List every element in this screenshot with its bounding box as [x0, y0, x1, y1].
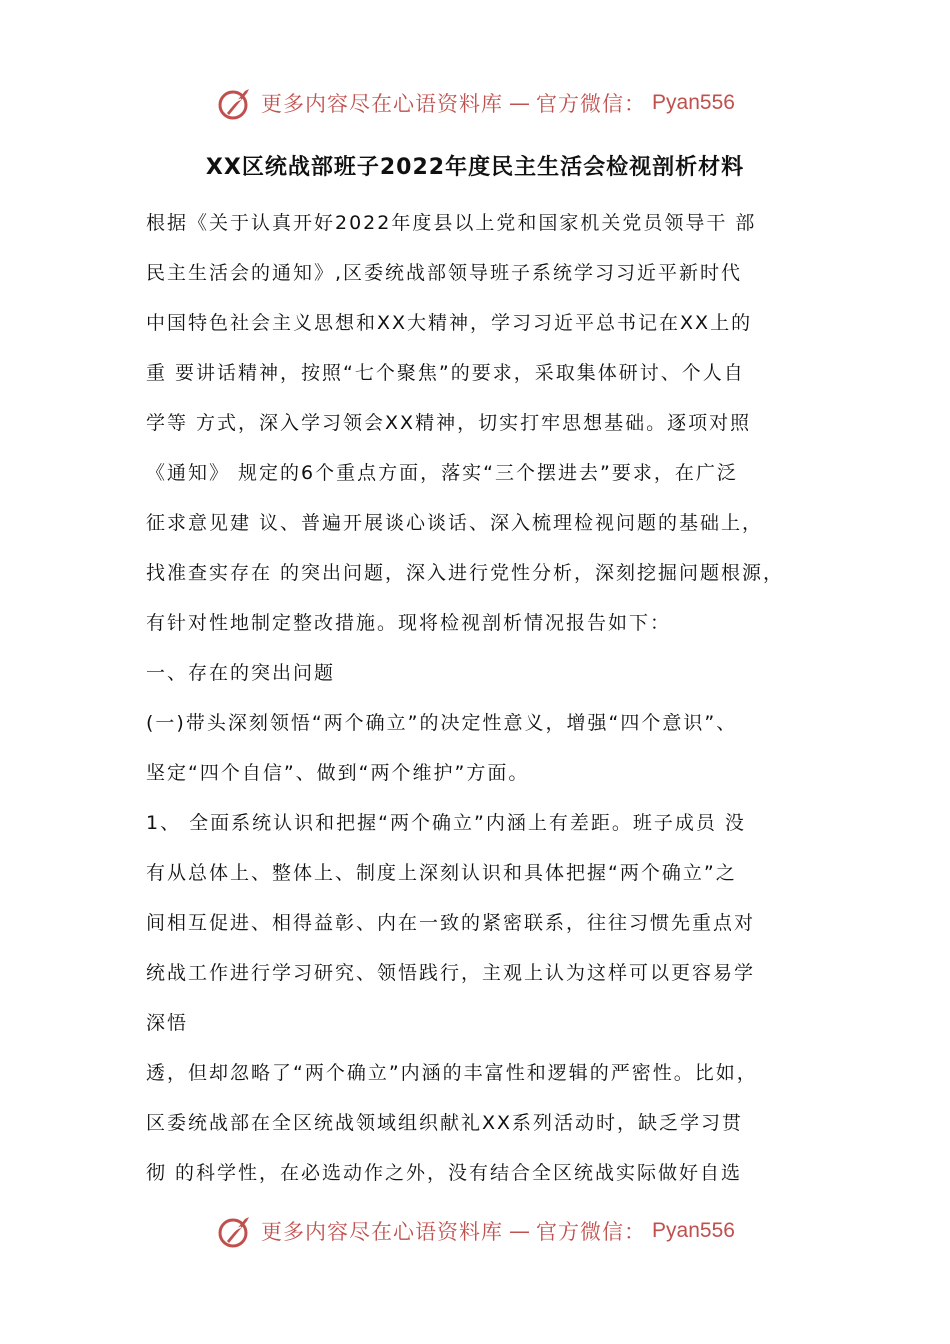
body-line: 间相互促进、相得益彰、内在一致的紧密联系，往往习惯先重点对 [146, 912, 756, 934]
watermark-footer [0, 1206, 950, 1256]
body-line: 中国特色社会主义思想和XX大精神，学习习近平总书记在XX上的 [146, 312, 753, 334]
quill-logo-icon [215, 83, 255, 123]
watermark-contact-id: Pyan556 [652, 1219, 735, 1242]
body-line: 根据《关于认真开好2022年度县以上党和国家机关党员领导干 部 [146, 212, 757, 234]
watermark-text: 更多内容尽在心语资料库 [261, 92, 504, 116]
body-line: 1、 全面系统认识和把握“两个确立”内涵上有差距。班子成员 没 [146, 812, 746, 834]
body-line: 有针对性地制定整改措施。现将检视剖析情况报告如下： [146, 612, 672, 634]
body-line: 学等 方式，深入学习领会XX精神，切实打牢思想基础。逐项对照 [146, 412, 752, 434]
watermark-contact-id: Pyan556 [652, 91, 735, 114]
body-line: 有从总体上、整体上、制度上深刻认识和具体把握“两个确立”之 [146, 862, 737, 884]
document-body [146, 198, 826, 1198]
body-line: 征求意见建 议、普遍开展谈心谈话、深入梳理检视问题的基础上， [146, 512, 764, 534]
quill-logo-icon [215, 1211, 255, 1251]
body-line: 统战工作进行学习研究、领悟践行，主观上认为这样可以更容易学 [146, 962, 756, 984]
body-line: 《通知》 规定的6个重点方面，落实“三个摆进去”要求，在广泛 [146, 462, 738, 484]
body-line: 区委统战部在全区统战领域组织献礼XX系列活动时，缺乏学习贯 [146, 1112, 744, 1134]
body-line: 彻 的科学性，在必选动作之外，没有结合全区统战实际做好自选 [146, 1162, 743, 1184]
watermark-text: 更多内容尽在心语资料库 [261, 1220, 504, 1244]
watermark-contact-label: 官方微信： [536, 1220, 647, 1244]
watermark-separator: — [509, 1219, 531, 1243]
body-line: 深悟 [146, 1012, 189, 1034]
body-line: 重 要讲话精神，按照“七个聚焦”的要求，采取集体研讨、个人自 [146, 362, 745, 384]
subsection-heading: (一)带头深刻领悟“两个确立”的决定性意义，增强“四个意识”、 [146, 712, 738, 734]
subsection-heading: 坚定“四个自信”、做到“两个维护”方面。 [146, 762, 530, 784]
watermark-header [0, 78, 950, 128]
section-heading: 一、存在的突出问题 [146, 662, 336, 684]
body-line: 民主生活会的通知》,区委统战部领导班子系统学习习近平新时代 [146, 262, 743, 284]
body-line: 找准查实存在 的突出问题，深入进行党性分析，深刻挖掘问题根源， [146, 562, 785, 584]
watermark-separator: — [509, 91, 531, 115]
watermark-contact-label: 官方微信： [536, 92, 647, 116]
body-line: 透，但却忽略了“两个确立”内涵的丰富性和逻辑的严密性。比如， [146, 1062, 758, 1084]
document-title: XX区统战部班子2022年度民主生活会检视剖析材料 [205, 155, 745, 180]
